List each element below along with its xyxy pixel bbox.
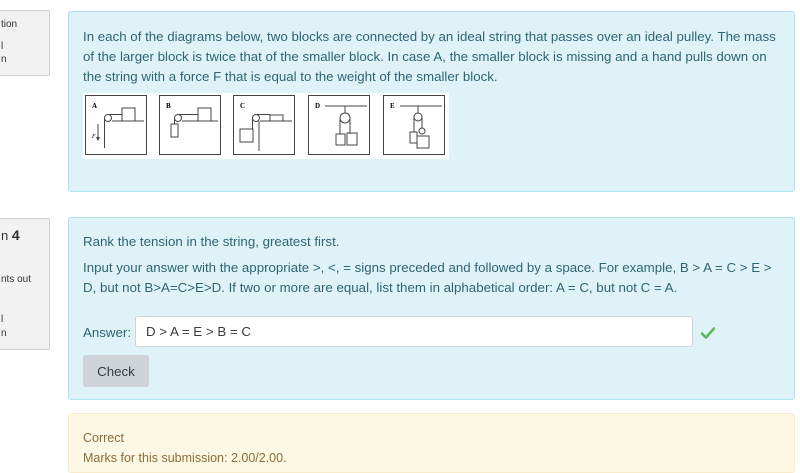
diagram-label: B	[166, 102, 171, 110]
question-info-panel	[0, 10, 50, 76]
answer-panel	[68, 217, 795, 400]
info-text: tion	[1, 19, 18, 30]
marks-text: Marks for this submission: 2.00/2.00.	[83, 451, 287, 465]
diagram-b	[159, 95, 221, 155]
info-text: nts out	[1, 274, 32, 285]
diagram-a	[85, 95, 147, 155]
answer-input[interactable]	[135, 316, 693, 347]
feedback-status: Correct	[83, 431, 124, 445]
info-text: l	[1, 314, 4, 325]
diagram-label: D	[315, 102, 321, 110]
question-number: n 4	[1, 227, 20, 243]
info-text: l	[1, 41, 4, 52]
diagram-d	[308, 95, 370, 155]
diagram-c	[233, 95, 295, 155]
question-text-panel	[68, 11, 795, 192]
answer-instructions: Input your answer with the appropriate >, <, = signs preceded and followed by a space. For example, B > A = C > E > D, but not B>A=C>E>D. If two or more are equal, list them in alphabetical order: A = C, but not C = A.	[83, 260, 772, 295]
answer-label: Answer:	[83, 325, 132, 340]
force-label: F	[92, 134, 96, 140]
question-intro: In each of the diagrams below, two blocks are connected by an ideal string that passes over an ideal pulley. The mass of the larger block is twice that of the smaller block. In case A, the smaller block is missing and a hand pulls down on the string with a force F that is equal to the weight of the smaller block.	[83, 29, 776, 84]
question-prompt: Rank the tension in the string, greatest first.	[83, 234, 340, 249]
diagram-e	[383, 95, 445, 155]
diagram-label: E	[390, 102, 395, 110]
info-text: n	[1, 328, 7, 339]
checkmark-icon	[701, 326, 715, 338]
question-4-info-panel	[0, 218, 50, 350]
diagram-label: A	[92, 102, 98, 110]
diagram-label: C	[240, 102, 246, 110]
check-button[interactable]: Check	[83, 355, 149, 387]
pulley-diagrams-image	[83, 93, 449, 159]
info-text: n	[1, 54, 7, 65]
feedback-panel	[68, 413, 795, 473]
